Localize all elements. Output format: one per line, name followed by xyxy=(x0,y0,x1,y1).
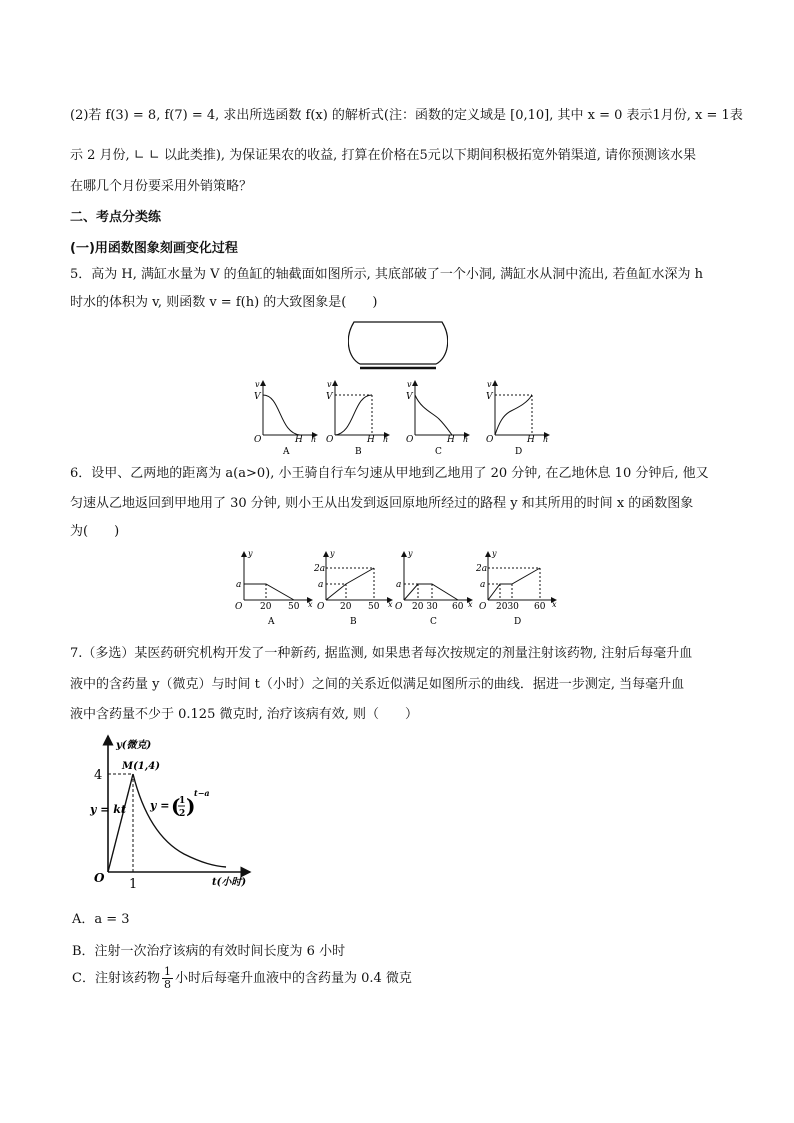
q6-b-2a: 2a xyxy=(314,564,326,574)
q6-b-x: x xyxy=(388,600,393,609)
q6-a-t2: 50 xyxy=(288,602,300,612)
q7-y-tick-4: 4 xyxy=(94,768,103,783)
q6-a-x: x xyxy=(308,600,313,609)
q5-graph-c xyxy=(406,380,469,455)
q6-b-a: a xyxy=(318,580,324,590)
q6-a-label: A xyxy=(268,617,275,627)
q4-part2-line1: (2)若 f(3) = 8, f(7) = 4, 求出所选函数 f(x) 的解析式(注：函数的定义域是 [0,10], 其中 x = 0 表示1月份, x = 1表 xyxy=(70,108,743,123)
q5-a-H: H xyxy=(295,435,303,445)
q5-b-v: v xyxy=(327,380,332,389)
q5-c-v: v xyxy=(407,380,412,389)
q5-d-O: O xyxy=(486,435,494,445)
q5-line2: 时水的体积为 v, 则函数 v = f(h) 的大致图象是( ) xyxy=(70,295,378,310)
q6-d-x: x xyxy=(552,600,557,609)
q7-t-axis-label: t(小时) xyxy=(212,877,247,888)
q7-option-c-fraction xyxy=(162,966,173,991)
q6-b-t2: 50 xyxy=(368,602,380,612)
subsection-title: (一)用函数图象刻画变化过程 xyxy=(70,241,238,256)
q6-line2: 匀速从乙地返回到甲地用了 30 分钟, 则小王从出发到返回原地所经过的路程 y 和其所用的时间 x 的函数图象 xyxy=(70,496,694,511)
q5-c-label: C xyxy=(435,447,442,455)
q7-line2: 液中的含药量 y（微克）与时间 t（小时）之间的关系近似满足如图所示的曲线．据进一步测定, 当每毫升血 xyxy=(70,677,685,692)
q6-graph-a xyxy=(235,549,313,627)
q7-curve-exp: t−a xyxy=(194,788,210,798)
q6-graph-d xyxy=(475,549,557,627)
q5-a-label: A xyxy=(283,447,290,455)
q6-c-O: O xyxy=(395,602,403,612)
q6-a-y: y xyxy=(248,549,253,558)
q6-d-t1: 2030 xyxy=(496,602,519,612)
q6-c-a: a xyxy=(396,580,402,590)
q5-b-H: H xyxy=(367,435,375,445)
q6-d-y: y xyxy=(492,549,497,558)
q5-a-O: O xyxy=(254,435,262,445)
q6-c-x: x xyxy=(468,600,473,609)
q5-b-V: V xyxy=(326,392,333,402)
q5-graphs xyxy=(245,375,555,455)
q6-graphs xyxy=(232,548,562,628)
q6-a-O: O xyxy=(235,602,243,612)
q7-origin: O xyxy=(94,871,105,885)
q7-line1: 7.（多选）某医药研究机构开发了一种新药, 据监测, 如果患者每次按规定的剂量注射该药物, 注射后每毫升血 xyxy=(70,646,693,661)
q6-a-a: a xyxy=(236,580,242,590)
q5-graph-b xyxy=(326,380,389,455)
q7-option-b: B．注射一次治疗该病的有效时间长度为 6 小时 xyxy=(72,944,346,959)
q5-graph-a xyxy=(254,380,317,455)
q6-line3: 为( ) xyxy=(70,524,120,539)
q5-d-H: H xyxy=(527,435,535,445)
q7-curve-num: 1 xyxy=(179,796,186,806)
q5-c-H: H xyxy=(447,435,455,445)
q7-option-a: A．a = 3 xyxy=(72,912,130,927)
q4-part2-line2: 示 2 月份, ∟ ∟ 以此类推), 为保证果农的收益, 打算在价格在5元以下期间积极拓宽外销渠道, 请你预测该水果 xyxy=(70,148,696,163)
svg-text:(: ( xyxy=(171,794,181,818)
q5-c-O: O xyxy=(406,435,414,445)
q6-b-label: B xyxy=(350,617,357,627)
q6-d-2a: 2a xyxy=(476,564,488,574)
q5-d-label: D xyxy=(515,447,523,455)
q6-d-a: a xyxy=(480,580,486,590)
section-title: 二、考点分类练 xyxy=(70,210,162,225)
q6-c-t1: 20 30 xyxy=(412,602,438,612)
q7-graph xyxy=(84,732,256,897)
q6-graph-b xyxy=(313,549,393,627)
q6-b-t1: 20 xyxy=(340,602,352,612)
q5-graph-d xyxy=(486,380,549,455)
q5-line1: 5．高为 H, 满缸水量为 V 的鱼缸的轴截面如图所示, 其底部破了一个小洞, 满缸水从洞中流出, 若鱼缸水深为 h xyxy=(70,267,703,282)
q5-b-O: O xyxy=(326,435,334,445)
q5-d-v: v xyxy=(487,380,492,389)
q7-option-c-den: 8 xyxy=(163,978,171,991)
q7-y-axis-label: y(微克) xyxy=(116,740,152,751)
q5-d-h: h xyxy=(543,435,549,444)
q7-line3: 液中含药量不少于 0.125 微克时, 治疗该病有效, 则（ ） xyxy=(70,707,419,722)
q6-c-t2: 60 xyxy=(452,602,464,612)
q7-option-c-pre: C．注射该药物 xyxy=(72,971,160,986)
q7-curve-den: 2 xyxy=(179,809,186,819)
svg-text:): ) xyxy=(186,794,196,818)
q6-d-label: D xyxy=(514,617,522,627)
q6-b-O: O xyxy=(317,602,325,612)
q5-c-V: V xyxy=(406,392,413,402)
q6-c-label: C xyxy=(430,617,437,627)
q6-d-O: O xyxy=(479,602,487,612)
q7-line-formula: y = kt xyxy=(90,803,126,816)
q6-line1: 6．设甲、乙两地的距离为 a(a>0), 小王骑自行车匀速从甲地到乙地用了 20 分钟, 在乙地休息 10 分钟后, 他又 xyxy=(70,466,709,481)
q6-graph-c xyxy=(395,549,473,627)
q7-curve-prefix: y = xyxy=(150,799,170,812)
q6-c-y: y xyxy=(408,549,413,558)
q6-a-t1: 20 xyxy=(260,602,272,612)
q7-point-label: M(1,4) xyxy=(122,761,160,772)
q4-part2-line3: 在哪几个月份要采用外销策略？ xyxy=(70,179,253,194)
q6-b-y: y xyxy=(330,549,335,558)
q7-option-c-post: 小时后每毫升血液中的含药量为 0.4 微克 xyxy=(174,971,412,986)
q5-b-h: h xyxy=(383,435,389,444)
q5-a-v: v xyxy=(255,380,260,389)
q5-a-V: V xyxy=(254,392,261,402)
q5-a-h: h xyxy=(311,435,317,444)
q5-b-label: B xyxy=(355,447,362,455)
q5-d-V: V xyxy=(486,392,493,402)
q7-t-tick-1: 1 xyxy=(129,877,138,892)
q5-c-h: h xyxy=(463,435,469,444)
q7-option-c xyxy=(72,966,412,991)
q7-option-c-num: 1 xyxy=(163,965,171,978)
fish-tank-figure xyxy=(348,318,448,370)
q6-d-t2: 60 xyxy=(534,602,546,612)
